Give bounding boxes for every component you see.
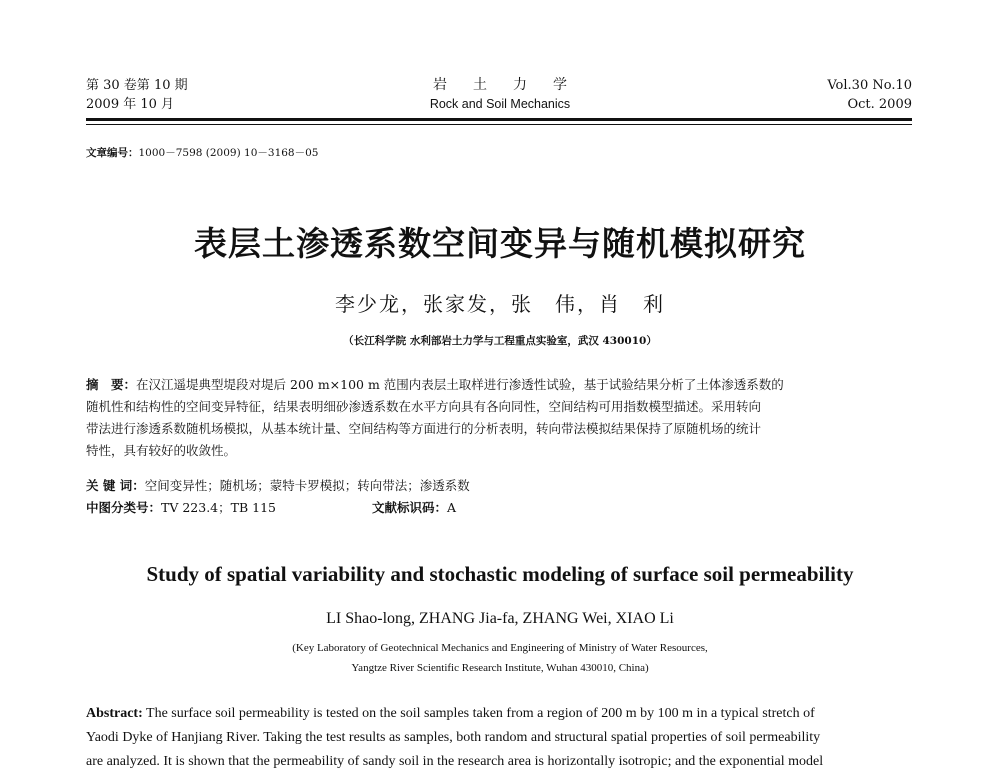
abstract-cn-line: 带法进行渗透系数随机场模拟，从基本统计量、空间结构等方面进行的分析表明，转向带法模拟结果保持了原随机场的统计	[86, 421, 762, 436]
paper-title-en: Study of spatial variability and stochastic modeling of surface soil permeability	[146, 562, 854, 586]
document-code-cn	[372, 498, 456, 516]
document-code-label: 文献标识码：	[372, 500, 448, 515]
keywords-cn	[86, 476, 470, 494]
abstract-en-line: Yaodi Dyke of Hanjiang River. Taking the test results as samples, both random and structural spatial properties of soil permeability	[86, 730, 821, 745]
journal-name-cn: 岩土力学	[433, 77, 593, 93]
article-number	[86, 145, 318, 160]
affiliation-en-line: Yangtze River Scientific Research Institute, Wuhan 430010, China)	[351, 662, 649, 674]
date-en: Oct. 2009	[847, 97, 912, 112]
article-number-label: 文章编号：	[86, 147, 139, 159]
authors-en: LI Shao-long, ZHANG Jia-fa, ZHANG Wei, XIAO Li	[326, 610, 674, 627]
classification-cn-value: TV 223.4；TB 115	[161, 500, 276, 515]
affiliation-cn: （长江科学院 水利部岩土力学与工程重点实验室，武汉 430010）	[343, 335, 657, 347]
affiliation-en-line: (Key Laboratory of Geotechnical Mechanics and Engineering of Ministry of Water Resources,	[292, 642, 708, 654]
abstract-en-line: are analyzed. It is shown that the permeability of sandy soil in the research area is horizontally isotropic; and the exponential model	[86, 754, 824, 769]
document-code-value: A	[447, 500, 457, 515]
affiliation-en	[0, 638, 1000, 678]
running-header-right	[827, 76, 912, 114]
issue-cn: 第 30 卷第 10 期	[86, 78, 188, 93]
abstract-cn-label: 摘 要：	[86, 377, 137, 392]
abstract-en-line: Abstract: The surface soil permeability is tested on the soil samples taken from a region of 200 m by 100 m in a typical stretch of	[86, 706, 815, 721]
classification-cn-label: 中图分类号：	[86, 500, 162, 515]
keywords-cn-label: 关 键 词：	[86, 478, 145, 493]
authors-cn: 李少龙，张家发，张 伟，肖 利	[335, 292, 665, 316]
abstract-en-label: Abstract:	[86, 706, 143, 721]
abstract-cn-line: 随机性和结构性的空间变异特征，结果表明细砂渗透系数在水平方向具有各向同性，空间结构可用指数模型描述。采用转向	[86, 399, 762, 414]
journal-name-en: Rock and Soil Mechanics	[429, 97, 571, 111]
classification-cn	[86, 498, 276, 516]
article-number-value: 1000－7598 (2009) 10－3168－05	[138, 147, 319, 159]
volume-en: Vol.30 No.10	[827, 78, 912, 93]
paper-title-cn: 表层土渗透系数空间变异与随机模拟研究	[194, 224, 806, 263]
keywords-cn-value: 空间变异性；随机场；蒙特卡罗模拟；转向带法；渗透系数	[144, 478, 470, 493]
header-rule-thin	[86, 124, 912, 125]
abstract-cn	[86, 374, 912, 462]
abstract-cn-line: 特性，具有较好的收敛性。	[86, 443, 237, 458]
date-cn: 2009 年 10 月	[86, 97, 175, 112]
abstract-cn-line: 摘 要：在汉江遥堤典型堤段对堤后 200 m×100 m 范围内表层土取样进行渗透性试验，基于试验结果分析了土体渗透系数的	[86, 377, 784, 392]
abstract-en	[86, 702, 912, 774]
header-rule-thick	[86, 118, 912, 121]
